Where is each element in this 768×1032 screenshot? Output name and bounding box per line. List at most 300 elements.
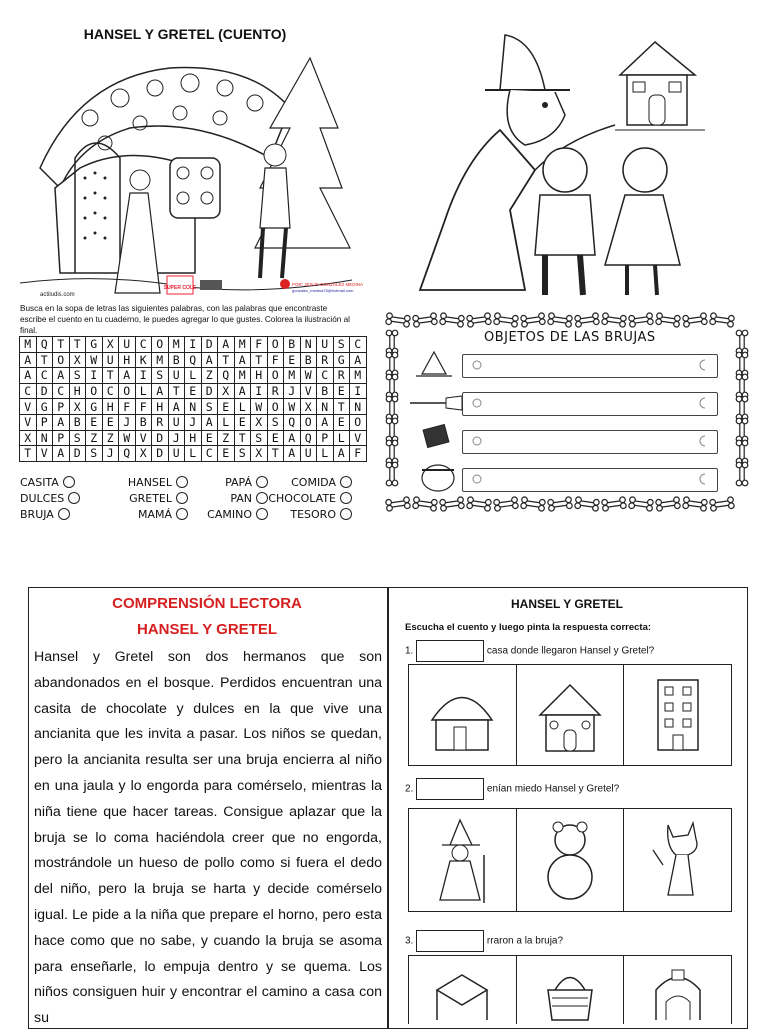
grid-letter[interactable]: P bbox=[36, 414, 53, 430]
grid-letter[interactable]: V bbox=[20, 399, 37, 415]
grid-letter[interactable]: B bbox=[135, 414, 152, 430]
word-item bbox=[268, 476, 352, 489]
word-item bbox=[268, 492, 352, 505]
bone-icon bbox=[467, 497, 492, 512]
grid-letter[interactable]: C bbox=[36, 368, 53, 384]
grid-letter[interactable]: E bbox=[234, 414, 251, 430]
word-label: CHOCOLATE bbox=[268, 491, 336, 505]
grid-letter[interactable]: A bbox=[152, 383, 169, 399]
grid-letter[interactable]: T bbox=[333, 399, 350, 415]
grid-letter[interactable]: D bbox=[69, 446, 86, 462]
bone-icon bbox=[386, 313, 411, 328]
bone-icon bbox=[629, 313, 654, 328]
grid-letter[interactable]: S bbox=[333, 337, 350, 353]
answer-line-3[interactable] bbox=[462, 430, 718, 454]
grid-letter[interactable]: W bbox=[284, 399, 301, 415]
word-checkbox[interactable] bbox=[68, 492, 80, 504]
grid-row bbox=[20, 337, 367, 353]
straw-hut-icon bbox=[422, 675, 502, 755]
bone-icon bbox=[683, 497, 708, 512]
word-checkbox[interactable] bbox=[340, 476, 352, 488]
grid-letter[interactable]: X bbox=[20, 430, 37, 446]
grid-letter[interactable]: A bbox=[284, 430, 301, 446]
word-checkbox[interactable] bbox=[256, 476, 268, 488]
grid-letter[interactable]: N bbox=[300, 337, 317, 353]
word-label: TESORO bbox=[290, 507, 336, 521]
grid-letter[interactable]: T bbox=[218, 352, 235, 368]
quiz-title: HANSEL Y GRETEL bbox=[510, 597, 624, 611]
word-checkbox[interactable] bbox=[63, 476, 75, 488]
grid-letter[interactable]: C bbox=[201, 446, 218, 462]
credit-site: actiludis.com bbox=[40, 292, 75, 298]
grid-letter[interactable]: E bbox=[102, 414, 119, 430]
answer-row-3 bbox=[408, 955, 732, 1024]
option-witch[interactable] bbox=[409, 809, 517, 911]
grid-letter[interactable]: P bbox=[317, 430, 334, 446]
grid-letter[interactable]: M bbox=[168, 337, 185, 353]
question-text: casa donde llegaron Hansel y Gretel? bbox=[486, 645, 655, 657]
grid-letter[interactable]: J bbox=[185, 414, 202, 430]
grid-letter[interactable]: G bbox=[86, 399, 103, 415]
grid-letter[interactable]: J bbox=[119, 414, 136, 430]
grid-letter[interactable]: Q bbox=[119, 446, 136, 462]
word-label: BRUJA bbox=[20, 507, 54, 521]
spell-book-icon bbox=[422, 424, 452, 450]
grid-letter[interactable]: T bbox=[102, 368, 119, 384]
bone-icon bbox=[575, 313, 600, 328]
grid-letter[interactable]: V bbox=[300, 383, 317, 399]
grid-letter[interactable]: B bbox=[317, 383, 334, 399]
bone-icon bbox=[736, 462, 748, 486]
grid-letter[interactable]: L bbox=[333, 430, 350, 446]
grid-letter[interactable]: F bbox=[251, 337, 268, 353]
grid-letter[interactable]: X bbox=[300, 399, 317, 415]
credit-email: gonzalez_medina76@hotmail.com bbox=[292, 288, 354, 293]
bone-icon bbox=[413, 313, 438, 328]
credit-author: POR: JESÚS GONZÁLEZ MEDINA bbox=[292, 282, 364, 287]
gingerbread-house-icon bbox=[530, 675, 610, 755]
moon-icon bbox=[696, 358, 710, 372]
question-blank[interactable] bbox=[416, 930, 484, 952]
grid-letter[interactable]: T bbox=[267, 446, 284, 462]
grid-letter[interactable]: G bbox=[333, 352, 350, 368]
answer-line-1[interactable] bbox=[462, 354, 718, 378]
grid-letter[interactable]: L bbox=[218, 414, 235, 430]
grid-letter[interactable]: X bbox=[251, 446, 268, 462]
basket-icon bbox=[530, 960, 610, 1020]
grid-letter[interactable]: C bbox=[350, 337, 367, 353]
grid-letter[interactable]: H bbox=[185, 430, 202, 446]
word-search-grid bbox=[19, 336, 367, 462]
word-label: CAMINO bbox=[207, 507, 252, 521]
grid-row bbox=[20, 446, 367, 462]
grid-letter[interactable]: C bbox=[53, 383, 70, 399]
grid-letter[interactable]: U bbox=[168, 446, 185, 462]
grid-letter[interactable]: O bbox=[86, 383, 103, 399]
grid-letter[interactable]: T bbox=[36, 352, 53, 368]
word-item bbox=[188, 476, 268, 489]
bone-icon bbox=[548, 313, 573, 328]
apartment-building-icon bbox=[638, 675, 718, 755]
witch-hat-icon bbox=[414, 350, 454, 380]
grid-letter[interactable]: R bbox=[152, 414, 169, 430]
bone-icon bbox=[494, 497, 519, 512]
grid-letter[interactable]: S bbox=[251, 430, 268, 446]
grid-letter[interactable]: V bbox=[20, 414, 37, 430]
grid-letter[interactable]: L bbox=[135, 383, 152, 399]
grid-letter[interactable]: G bbox=[86, 337, 103, 353]
grid-letter[interactable]: T bbox=[234, 430, 251, 446]
grid-letter[interactable]: A bbox=[20, 368, 37, 384]
reading-title: COMPRENSIÓN LECTORA bbox=[112, 595, 302, 612]
grid-letter[interactable]: Q bbox=[36, 337, 53, 353]
grid-letter[interactable]: A bbox=[234, 352, 251, 368]
word-item bbox=[100, 508, 188, 521]
sun-icon bbox=[470, 396, 484, 410]
grid-letter[interactable]: I bbox=[185, 337, 202, 353]
bone-icon bbox=[467, 313, 492, 328]
question-3 bbox=[405, 930, 563, 952]
grid-letter[interactable]: N bbox=[36, 430, 53, 446]
grid-letter[interactable]: O bbox=[152, 337, 169, 353]
cauldron-icon bbox=[418, 460, 458, 494]
grid-letter[interactable]: M bbox=[20, 337, 37, 353]
grid-row bbox=[20, 414, 367, 430]
question-blank[interactable] bbox=[416, 640, 484, 662]
option-basket[interactable] bbox=[517, 956, 625, 1024]
bone-icon bbox=[736, 418, 748, 442]
bone-icon bbox=[736, 440, 748, 464]
option-gingerbread-house[interactable] bbox=[517, 665, 625, 765]
grid-letter[interactable]: F bbox=[350, 446, 367, 462]
word-item bbox=[20, 492, 100, 505]
grid-letter[interactable]: A bbox=[201, 352, 218, 368]
witch-icon bbox=[422, 815, 502, 905]
grid-letter[interactable]: S bbox=[234, 446, 251, 462]
bone-icon bbox=[736, 330, 748, 354]
grid-letter[interactable]: Q bbox=[300, 430, 317, 446]
grid-letter[interactable]: P bbox=[53, 430, 70, 446]
grid-letter[interactable]: U bbox=[119, 337, 136, 353]
option-oven[interactable] bbox=[624, 956, 731, 1024]
word-list-row bbox=[20, 490, 352, 506]
grid-letter[interactable]: N bbox=[350, 399, 367, 415]
grid-letter[interactable]: O bbox=[267, 368, 284, 384]
question-blank[interactable] bbox=[416, 778, 484, 800]
bone-icon bbox=[386, 352, 398, 376]
grid-letter[interactable]: A bbox=[201, 414, 218, 430]
grid-letter[interactable]: E bbox=[284, 352, 301, 368]
grid-letter[interactable]: O bbox=[267, 399, 284, 415]
answer-row-1 bbox=[408, 664, 732, 766]
word-checkbox[interactable] bbox=[256, 492, 268, 504]
grid-letter[interactable]: U bbox=[102, 352, 119, 368]
grid-letter[interactable]: Q bbox=[218, 368, 235, 384]
grid-letter[interactable]: S bbox=[69, 368, 86, 384]
grid-row bbox=[20, 352, 367, 368]
option-hut[interactable] bbox=[409, 665, 517, 765]
grid-letter[interactable]: A bbox=[234, 383, 251, 399]
grid-letter[interactable]: E bbox=[218, 446, 235, 462]
grid-letter[interactable]: O bbox=[267, 337, 284, 353]
bone-icon bbox=[386, 440, 398, 464]
grid-letter[interactable]: A bbox=[218, 337, 235, 353]
option-bear[interactable] bbox=[517, 809, 625, 911]
grid-letter[interactable]: T bbox=[53, 337, 70, 353]
bone-icon bbox=[440, 313, 465, 328]
wolf-icon bbox=[638, 815, 718, 905]
grid-letter[interactable]: F bbox=[267, 352, 284, 368]
grid-letter[interactable]: A bbox=[168, 399, 185, 415]
grid-letter[interactable]: E bbox=[86, 414, 103, 430]
word-list bbox=[20, 474, 352, 522]
word-item bbox=[268, 508, 352, 521]
grid-letter[interactable]: O bbox=[119, 383, 136, 399]
grid-letter[interactable]: T bbox=[168, 383, 185, 399]
grid-letter[interactable]: D bbox=[201, 383, 218, 399]
grid-letter[interactable]: J bbox=[168, 430, 185, 446]
grid-letter[interactable]: E bbox=[267, 430, 284, 446]
bone-icon bbox=[521, 313, 546, 328]
grid-letter[interactable]: E bbox=[218, 399, 235, 415]
grid-letter[interactable]: Z bbox=[86, 430, 103, 446]
grid-letter[interactable]: S bbox=[152, 368, 169, 384]
grid-letter[interactable]: O bbox=[53, 352, 70, 368]
grid-letter[interactable]: X bbox=[218, 383, 235, 399]
grid-letter[interactable]: I bbox=[86, 368, 103, 384]
grid-letter[interactable]: U bbox=[317, 337, 334, 353]
grid-letter[interactable]: C bbox=[317, 368, 334, 384]
grid-letter[interactable]: B bbox=[168, 352, 185, 368]
grid-letter[interactable]: T bbox=[251, 352, 268, 368]
sun-icon bbox=[470, 434, 484, 448]
grid-letter[interactable]: I bbox=[251, 383, 268, 399]
grid-letter[interactable]: B bbox=[284, 337, 301, 353]
grid-letter[interactable]: E bbox=[333, 383, 350, 399]
grid-letter[interactable]: S bbox=[267, 414, 284, 430]
grid-letter[interactable]: E bbox=[201, 430, 218, 446]
bone-icon bbox=[386, 374, 398, 398]
grid-letter[interactable]: X bbox=[102, 337, 119, 353]
bone-icon bbox=[386, 330, 398, 354]
grid-letter[interactable]: H bbox=[119, 352, 136, 368]
answer-row-2 bbox=[408, 808, 732, 912]
grid-letter[interactable]: E bbox=[333, 414, 350, 430]
grid-letter[interactable]: O bbox=[350, 414, 367, 430]
word-item bbox=[188, 508, 268, 521]
story-title: HANSEL Y GRETEL bbox=[136, 621, 278, 638]
word-checkbox[interactable] bbox=[176, 476, 188, 488]
grid-letter[interactable]: S bbox=[69, 430, 86, 446]
option-box[interactable] bbox=[409, 956, 517, 1024]
grid-letter[interactable]: H bbox=[102, 399, 119, 415]
grid-letter[interactable]: H bbox=[69, 383, 86, 399]
grid-letter[interactable]: X bbox=[135, 446, 152, 462]
word-checkbox[interactable] bbox=[340, 508, 352, 520]
grid-letter[interactable]: L bbox=[185, 368, 202, 384]
bone-icon bbox=[548, 497, 573, 512]
answer-line-2[interactable] bbox=[462, 392, 718, 416]
grid-letter[interactable]: J bbox=[102, 446, 119, 462]
grid-letter[interactable]: A bbox=[119, 368, 136, 384]
word-label: PAPÁ bbox=[225, 475, 252, 489]
word-checkbox[interactable] bbox=[256, 508, 268, 520]
grid-letter[interactable]: W bbox=[86, 352, 103, 368]
question-number: 2. bbox=[405, 783, 414, 795]
moon-icon bbox=[696, 472, 710, 486]
grid-letter[interactable]: U bbox=[168, 414, 185, 430]
grid-letter[interactable]: C bbox=[20, 383, 37, 399]
grid-letter[interactable]: D bbox=[201, 337, 218, 353]
grid-letter[interactable]: B bbox=[69, 414, 86, 430]
grid-letter[interactable]: V bbox=[350, 430, 367, 446]
word-checkbox[interactable] bbox=[176, 508, 188, 520]
grid-letter[interactable]: Z bbox=[201, 368, 218, 384]
grid-letter[interactable]: U bbox=[168, 368, 185, 384]
grid-letter[interactable]: N bbox=[317, 399, 334, 415]
grid-letter[interactable]: C bbox=[135, 337, 152, 353]
grid-letter[interactable]: X bbox=[251, 414, 268, 430]
grid-letter[interactable]: R bbox=[317, 352, 334, 368]
answer-line-4[interactable] bbox=[462, 468, 718, 492]
grid-letter[interactable]: E bbox=[185, 383, 202, 399]
word-item bbox=[100, 476, 188, 489]
grid-letter[interactable]: V bbox=[135, 430, 152, 446]
moon-icon bbox=[696, 434, 710, 448]
question-number: 3. bbox=[405, 935, 414, 947]
grid-letter[interactable]: O bbox=[300, 414, 317, 430]
grid-letter[interactable]: D bbox=[36, 383, 53, 399]
grid-letter[interactable]: B bbox=[300, 352, 317, 368]
grid-letter[interactable]: I bbox=[350, 383, 367, 399]
word-checkbox[interactable] bbox=[176, 492, 188, 504]
grid-letter[interactable]: L bbox=[185, 446, 202, 462]
grid-letter[interactable]: W bbox=[251, 399, 268, 415]
grid-letter[interactable]: G bbox=[36, 399, 53, 415]
story-text: Hansel y Gretel son dos hermanos que son abandonados en el bosque. Perdidos encuentran una casita de chocolate y dulces en la que vive una ancianita que les invita a pasar. Los niños se quedan, pero la ancianita resulta ser una bruja encierra al niño en una jaula y lo engorda para comérselo, mientras la niña tiene que hacer tareas. Consigue aplazar que la bruja se lo coma haciéndola creer que no engorda, mostrándole un hueso de pollo como si fuera el dedo del niño, pero la bruja se harta y decide comérselo igual. Le pide a la niña que prepare el horno, pero esta hace como que no sabe, y cuando la bruja se asoma para enseñarle, lo empuja dentro y se quema. Los niños consiguen huir y encontrar el camino a casa con su bbox=[34, 649, 382, 1027]
grid-letter[interactable]: Q bbox=[284, 414, 301, 430]
grid-letter[interactable]: P bbox=[53, 399, 70, 415]
grid-letter[interactable]: D bbox=[152, 446, 169, 462]
grid-letter[interactable]: A bbox=[350, 352, 367, 368]
word-list-row bbox=[20, 506, 352, 522]
grid-letter[interactable]: T bbox=[20, 446, 37, 462]
grid-letter[interactable]: C bbox=[102, 383, 119, 399]
grid-letter[interactable]: S bbox=[86, 446, 103, 462]
grid-letter[interactable]: R bbox=[267, 383, 284, 399]
question-1 bbox=[405, 640, 654, 662]
grid-letter[interactable]: M bbox=[234, 337, 251, 353]
bone-icon bbox=[736, 352, 748, 376]
grid-letter[interactable]: A bbox=[317, 414, 334, 430]
quiz-instruction: Escucha el cuento y luego pinta la respuesta correcta: bbox=[405, 622, 652, 633]
grid-letter[interactable]: S bbox=[201, 399, 218, 415]
credit-brand: SUPER COLE bbox=[163, 285, 197, 291]
grid-letter[interactable]: Z bbox=[102, 430, 119, 446]
grid-letter[interactable]: D bbox=[152, 430, 169, 446]
grid-letter[interactable]: H bbox=[152, 399, 169, 415]
grid-letter[interactable]: A bbox=[53, 414, 70, 430]
grid-letter[interactable]: M bbox=[350, 368, 367, 384]
word-item bbox=[20, 508, 100, 521]
grid-row bbox=[20, 399, 367, 415]
bone-icon bbox=[710, 497, 735, 512]
grid-letter[interactable]: Z bbox=[218, 430, 235, 446]
grid-letter[interactable]: A bbox=[53, 368, 70, 384]
grid-letter[interactable]: A bbox=[20, 352, 37, 368]
bone-icon bbox=[736, 396, 748, 420]
bone-icon bbox=[386, 497, 411, 512]
moon-icon bbox=[696, 396, 710, 410]
word-checkbox[interactable] bbox=[58, 508, 70, 520]
grid-row bbox=[20, 383, 367, 399]
bone-icon bbox=[521, 497, 546, 512]
word-list-row bbox=[20, 474, 352, 490]
word-label: GRETEL bbox=[129, 491, 172, 505]
grid-letter[interactable]: A bbox=[333, 446, 350, 462]
grid-letter[interactable]: L bbox=[234, 399, 251, 415]
grid-letter[interactable]: A bbox=[53, 446, 70, 462]
witch-scene-illustration bbox=[405, 20, 755, 310]
word-label: MAMÁ bbox=[137, 507, 172, 521]
oven-icon bbox=[638, 960, 718, 1020]
grid-letter[interactable]: Q bbox=[185, 352, 202, 368]
grid-letter[interactable]: X bbox=[69, 352, 86, 368]
bone-icon bbox=[575, 497, 600, 512]
grid-letter[interactable]: W bbox=[300, 368, 317, 384]
word-label: COMIDA bbox=[291, 475, 336, 489]
bone-icon bbox=[629, 497, 654, 512]
sun-icon bbox=[470, 358, 484, 372]
grid-letter[interactable]: T bbox=[69, 337, 86, 353]
grid-letter[interactable]: J bbox=[284, 383, 301, 399]
option-wolf[interactable] bbox=[624, 809, 731, 911]
question-2 bbox=[405, 778, 619, 800]
question-number: 1. bbox=[405, 645, 414, 657]
grid-letter[interactable]: F bbox=[135, 399, 152, 415]
grid-letter[interactable]: A bbox=[284, 446, 301, 462]
grid-letter[interactable]: M bbox=[152, 352, 169, 368]
grid-letter[interactable]: I bbox=[135, 368, 152, 384]
bone-icon bbox=[602, 313, 627, 328]
word-checkbox[interactable] bbox=[340, 492, 352, 504]
grid-letter[interactable]: N bbox=[185, 399, 202, 415]
grid-letter[interactable]: M bbox=[284, 368, 301, 384]
grid-letter[interactable]: X bbox=[69, 399, 86, 415]
grid-letter[interactable]: W bbox=[119, 430, 136, 446]
witch-objects-title: OBJETOS DE LAS BRUJAS bbox=[484, 330, 656, 345]
grid-letter[interactable]: H bbox=[251, 368, 268, 384]
word-label: PAN bbox=[230, 491, 252, 505]
sun-icon bbox=[470, 472, 484, 486]
bone-icon bbox=[386, 462, 398, 486]
gingerbread-house-illustration bbox=[20, 48, 364, 298]
bone-icon bbox=[710, 313, 735, 328]
bone-icon bbox=[736, 374, 748, 398]
option-building[interactable] bbox=[624, 665, 731, 765]
grid-letter[interactable]: U bbox=[300, 446, 317, 462]
worksheet-title: HANSEL Y GRETEL (CUENTO) bbox=[83, 26, 287, 42]
grid-letter[interactable]: M bbox=[234, 368, 251, 384]
grid-letter[interactable]: K bbox=[135, 352, 152, 368]
grid-letter[interactable]: V bbox=[36, 446, 53, 462]
grid-letter[interactable]: L bbox=[317, 446, 334, 462]
bear-icon bbox=[530, 815, 610, 905]
broom-icon bbox=[408, 396, 463, 410]
grid-letter[interactable]: F bbox=[119, 399, 136, 415]
word-label: HANSEL bbox=[127, 475, 172, 489]
grid-letter[interactable]: R bbox=[333, 368, 350, 384]
